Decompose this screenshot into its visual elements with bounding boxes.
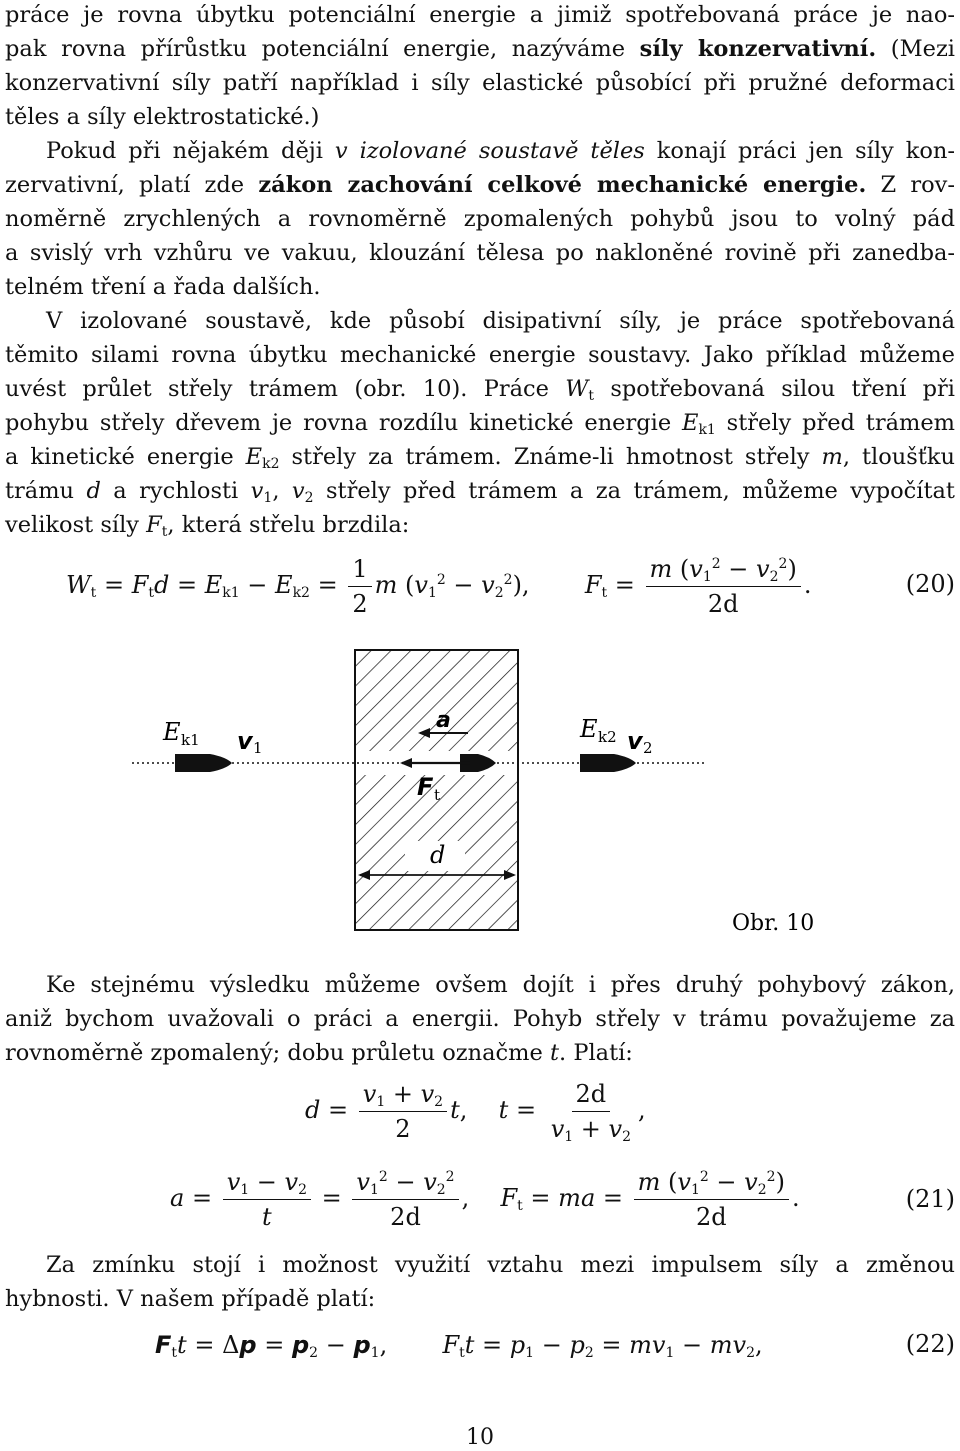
text-line: telném tření a řada dalších. <box>5 274 321 300</box>
figure-bullet-through-beam <box>0 645 960 945</box>
label-ft-sub: t <box>434 786 441 804</box>
text-line: konzervativní síly patří například i síly elastické působící při pružné deformaci <box>5 70 955 96</box>
text-line: noměrně zrychlených a rovnoměrně zpomalených pohybů jsou to volný pád <box>5 206 955 232</box>
equation-20: $W_t = F_td = E_{k1} - E_{k2}$ = $\frac{1}{2}$ m $(v_1^2 - v_2^2)$, $F_t$ = $\frac{m (v_1^2 - v_2^2)}{2d}$ . <box>66 555 812 618</box>
text-line: Ke stejnému výsledku můžeme ovšem dojít i přes druhý pohybový zákon, <box>46 972 955 998</box>
equation-21b: a = $\frac{v_1 - v_2}{t}$ = $\frac{v_1^2 - v_2^2}{2d}$ , $F_t$ = ma = $\frac{m (v_1^2 - v_2^2)}{2d}$ . <box>170 1168 800 1231</box>
label-ek1: E <box>163 718 181 746</box>
text-line: a svislý vrh vzhůru ve vakuu, klouzání tělesa po nakloněné rovině při zanedba- <box>5 240 955 266</box>
text-line: trámu d a rychlosti $v_1$, $v_2$ střely před trámem a za trámem, můžeme vypočítat <box>5 478 955 506</box>
page-number: 10 <box>466 1425 494 1450</box>
text-line: rovnoměrně zpomalený; dobu průletu označme t. Platí: <box>5 1040 633 1066</box>
text-line: hybnosti. V našem případě platí: <box>5 1286 376 1312</box>
bullet-after <box>580 754 636 772</box>
text-line: těles a síly elektrostatické.) <box>5 104 320 130</box>
label-ek2-sub: k2 <box>598 728 617 746</box>
label-v1: v <box>237 727 253 755</box>
equation-21a: d = $\frac{v_1 + v_2}{2}$ t, t = $\frac{2d}{v_1 + v_2}$ , <box>305 1080 646 1145</box>
text-line: pohybu střely dřevem je rovna rozdílu kinetické energie $E_{k1}$ střely před trámem <box>5 410 955 438</box>
label-v2: v <box>627 727 643 755</box>
text-line: zervativní, platí zde zákon zachování celkové mechanické energie. Z rov- <box>5 172 955 198</box>
text-line: a kinetické energie $E_{k2}$ střely za trámem. Známe-li hmotnost střely m, tloušťku <box>5 444 956 472</box>
text-line: těmito silami rovna úbytku mechanické energie soustavy. Jako příklad můžeme <box>5 342 955 368</box>
emphasis: zákon zachování celkové mechanické energie. <box>258 172 867 198</box>
emphasis: v izolované soustavě těles <box>334 138 645 164</box>
text-line: aniž bychom uvažovali o práci a energii. Pohyb střely v trámu považujeme za <box>5 1006 955 1032</box>
figure-caption: Obr. 10 <box>732 911 815 936</box>
equation-number: (20) <box>905 570 955 598</box>
label-ft: F <box>417 773 434 801</box>
label-ek1-sub: k1 <box>181 731 200 749</box>
label-v1-sub: 1 <box>253 739 263 757</box>
emphasis: síly konzervativní. <box>639 36 877 62</box>
equation-number: (22) <box>905 1330 955 1358</box>
equation-22: $F_tt = \Delta p = p_2 - p_1$, $F_tt = p_1 - p_2 = mv_1 - mv_2$, <box>155 1331 763 1361</box>
equation-number: (21) <box>905 1185 955 1213</box>
label-d: d <box>430 841 446 869</box>
text-line: velikost síly $F_t$, která střelu brzdila: <box>5 512 410 540</box>
bullet-before <box>175 754 232 772</box>
text-line: práce je rovna úbytku potenciální energie a jimiž spotřebovaná práce je nao- <box>5 2 955 28</box>
text-line: Za zmínku stojí i možnost využití vztahu mezi impulsem síly a změnou <box>46 1252 955 1278</box>
text-line: Pokud při nějakém ději v izolované soustavě těles konají práci jen síly kon- <box>46 138 955 164</box>
text-line: uvést průlet střely trámem (obr. 10). Práce $W_t$ spotřebovaná silou tření při <box>5 376 955 404</box>
label-ek2: E <box>580 715 598 743</box>
label-v2-sub: 2 <box>643 739 653 757</box>
label-a: a <box>436 708 451 733</box>
text-line: pak rovna přírůstku potenciální energie, nazýváme síly konzervativní. (Mezi <box>5 36 955 62</box>
text-line: V izolované soustavě, kde působí disipativní síly, je práce spotřebovaná <box>46 308 955 334</box>
